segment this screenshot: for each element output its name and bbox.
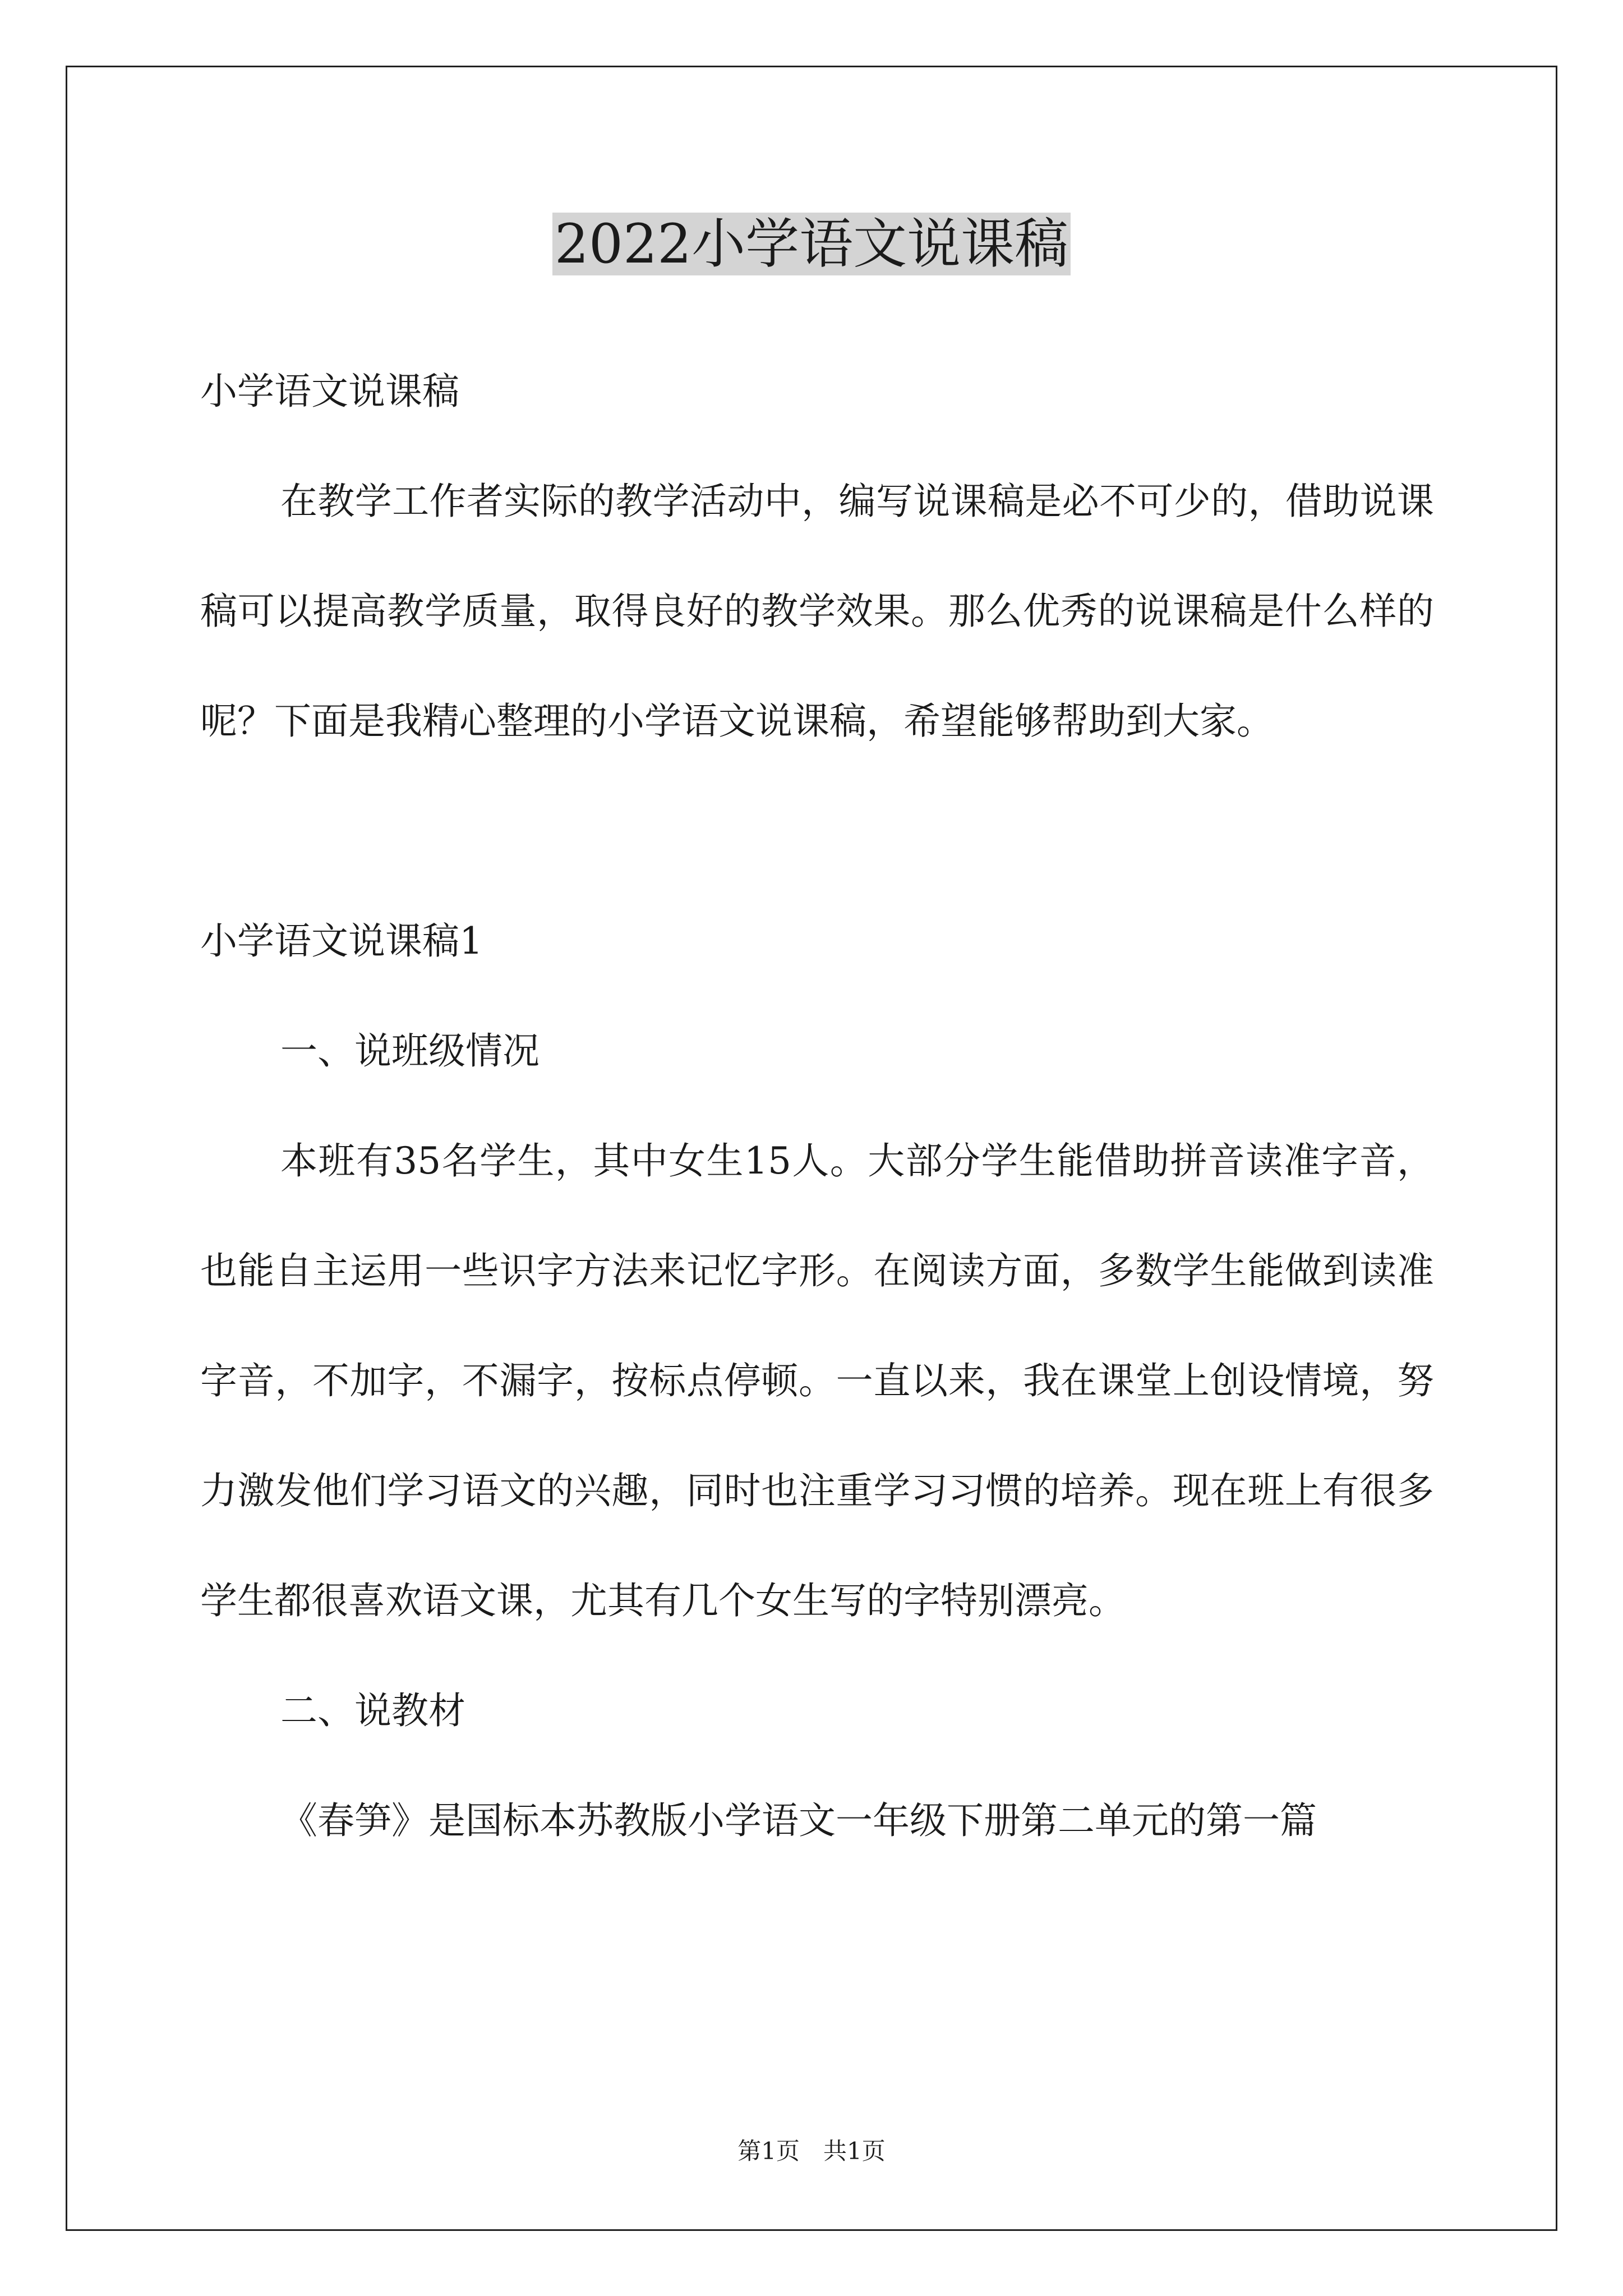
document-subtitle: 小学语文说课稿 xyxy=(200,370,459,413)
textbook-paragraph: 《春笋》是国标本苏教版小学语文一年级下册第二单元的第一篇 xyxy=(280,1799,1317,1842)
paragraph-gap xyxy=(200,776,1434,886)
class-situation-paragraph: 本班有35名学生，其中女生15人。大部分学生能借助拼音读准字音，也能自主运用一些识字方法来记忆字形。在阅读方面，多数学生能做到读准字音，不加字，不漏字，按标点停顿。一直以来，我在课堂上创设情境，努力激发他们学习语文的兴趣，同时也注重学习习惯的培养。现在班上有很多学生都很喜欢语文课，尤其有几个女生写的字特别漂亮。 xyxy=(200,1139,1434,1622)
page-number: 第1页 共1页 xyxy=(737,2137,886,2165)
document-title xyxy=(0,205,1623,283)
heading-textbook: 二、说教材 xyxy=(280,1689,465,1732)
document-body xyxy=(200,337,1434,1876)
document-title-text: 2022小学语文说课稿 xyxy=(552,213,1071,275)
intro-paragraph: 在教学工作者实际的教学活动中，编写说课稿是必不可少的，借助说课稿可以提高教学质量，取得良好的教学效果。那么优秀的说课稿是什么样的呢？下面是我精心整理的小学语文说课稿，希望能够帮助到大家。 xyxy=(200,480,1434,743)
heading-class-situation: 一、说班级情况 xyxy=(280,1029,540,1073)
section-title: 小学语文说课稿1 xyxy=(200,919,483,963)
page-footer xyxy=(0,2134,1623,2168)
